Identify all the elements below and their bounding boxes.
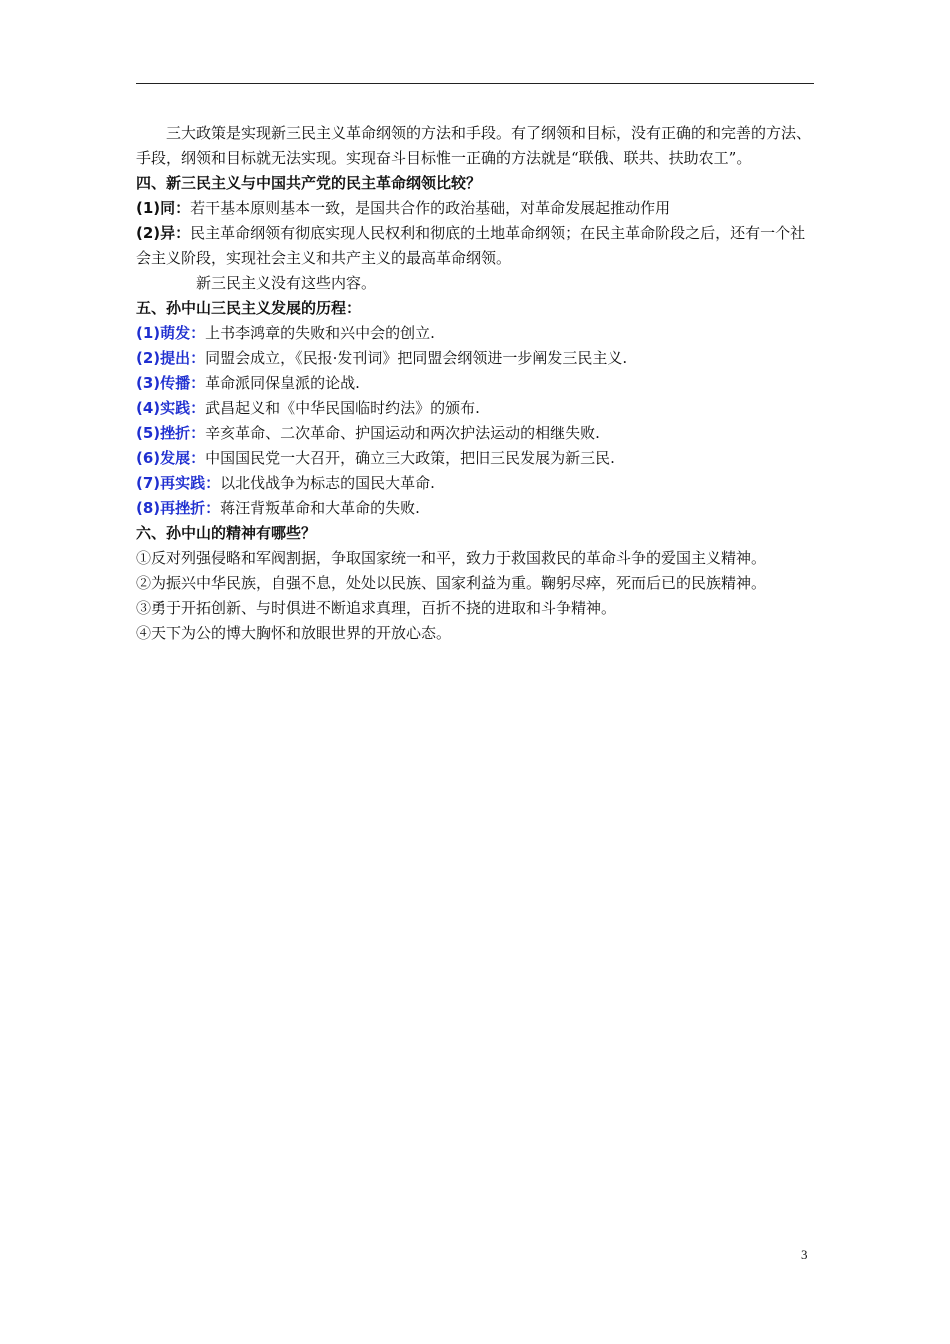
list-item bbox=[136, 446, 816, 471]
stage-text: 武昌起义和《中华民国临时约法》的颁布. bbox=[205, 399, 480, 417]
list-item bbox=[136, 421, 816, 446]
document-body bbox=[136, 121, 816, 646]
list-item: ②为振兴中华民族，自强不息，处处以民族、国家利益为重。鞠躬尽瘁，死而后已的民族精神。 bbox=[136, 574, 767, 592]
list-item: ③勇于开拓创新、与时俱进不断追求真理，百折不挠的进取和斗争精神。 bbox=[136, 599, 617, 617]
list-item bbox=[136, 346, 816, 371]
list-item bbox=[136, 496, 816, 521]
stage-text: 以北伐战争为标志的国民大革命. bbox=[220, 474, 435, 492]
intro-paragraph: 三大政策是实现新三民主义革命纲领的方法和手段。有了纲领和目标，没有正确的和完善的方法、手段，纲领和目标就无法实现。实现奋斗目标惟一正确的方法就是“联俄、联共、扶助农工”。 bbox=[136, 124, 812, 167]
stage-label: (2)提出： bbox=[136, 349, 206, 367]
list-item: ①反对列强侵略和军阀割据，争取国家统一和平，致力于救国救民的革命斗争的爱国主义精神。 bbox=[136, 549, 767, 567]
stage-label: (3)传播： bbox=[136, 374, 206, 392]
stage-text: 辛亥革命、二次革命、护国运动和两次护法运动的相继失败. bbox=[205, 424, 600, 442]
section-5-heading: 五、孙中山三民主义发展的历程： bbox=[136, 299, 362, 317]
stage-text: 蒋汪背叛革命和大革命的失败. bbox=[220, 499, 420, 517]
header-rule bbox=[136, 83, 814, 84]
section-6-heading: 六、孙中山的精神有哪些？ bbox=[136, 524, 317, 542]
diff-text: 民主革命纲领有彻底实现人民权利和彻底的土地革命纲领；在民主革命阶段之后，还有一个社会主义阶段，实现社会主义和共产主义的最高革命纲领。 bbox=[136, 224, 806, 267]
same-text: 若干基本原则基本一致，是国共合作的政治基础，对革命发展起推动作用 bbox=[190, 199, 671, 217]
page-number: 3 bbox=[801, 1247, 808, 1262]
stage-label: (6)发展： bbox=[136, 449, 206, 467]
stage-label: (5)挫折： bbox=[136, 424, 206, 442]
list-item bbox=[136, 471, 816, 496]
stage-text: 中国国民党一大召开，确立三大政策，把旧三民发展为新三民. bbox=[205, 449, 615, 467]
section-4-heading: 四、新三民主义与中国共产党的民主革命纲领比较？ bbox=[136, 174, 482, 192]
stage-text: 上书李鸿章的失败和兴中会的创立. bbox=[205, 324, 435, 342]
stage-label: (4)实践： bbox=[136, 399, 206, 417]
list-item bbox=[136, 396, 816, 421]
comparison-same bbox=[136, 196, 816, 221]
diff-label: (2)异： bbox=[136, 224, 191, 242]
stage-label: (1)萌发： bbox=[136, 324, 206, 342]
stage-text: 革命派同保皇派的论战. bbox=[205, 374, 360, 392]
diff-note: 新三民主义没有这些内容。 bbox=[196, 274, 377, 292]
stage-label: (8)再挫折： bbox=[136, 499, 221, 517]
list-item bbox=[136, 321, 816, 346]
list-item bbox=[136, 371, 816, 396]
comparison-diff bbox=[136, 221, 816, 271]
stage-text: 同盟会成立，《民报·发刊词》把同盟会纲领进一步阐发三民主义. bbox=[205, 349, 628, 367]
list-item: ④天下为公的博大胸怀和放眼世界的开放心态。 bbox=[136, 624, 452, 642]
stage-label: (7)再实践： bbox=[136, 474, 221, 492]
same-label: (1)同： bbox=[136, 199, 191, 217]
